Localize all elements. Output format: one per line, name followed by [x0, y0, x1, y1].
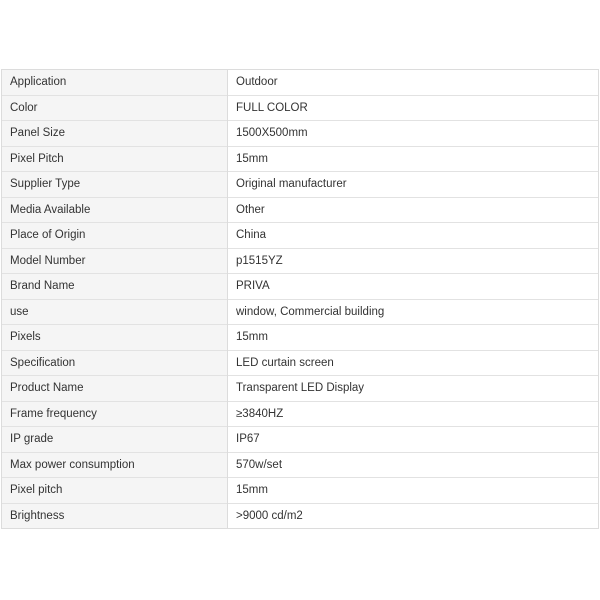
spec-label: Color	[2, 95, 228, 121]
spec-value: 1500X500mm	[228, 121, 599, 147]
spec-value: Outdoor	[228, 70, 599, 96]
table-row	[2, 376, 599, 402]
table-row	[2, 70, 599, 96]
spec-value: window, Commercial building	[228, 299, 599, 325]
spec-value: 15mm	[228, 325, 599, 351]
spec-value: Original manufacturer	[228, 172, 599, 198]
table-row	[2, 427, 599, 453]
spec-label: Product Name	[2, 376, 228, 402]
table-row	[2, 401, 599, 427]
spec-value: 15mm	[228, 146, 599, 172]
spec-label: IP grade	[2, 427, 228, 453]
spec-value: p1515YZ	[228, 248, 599, 274]
spec-label: Supplier Type	[2, 172, 228, 198]
table-row	[2, 299, 599, 325]
specification-table-body	[2, 70, 599, 529]
spec-label: Max power consumption	[2, 452, 228, 478]
table-row	[2, 274, 599, 300]
table-row	[2, 172, 599, 198]
spec-label: Panel Size	[2, 121, 228, 147]
spec-label: Frame frequency	[2, 401, 228, 427]
spec-label: Pixel Pitch	[2, 146, 228, 172]
spec-value: Other	[228, 197, 599, 223]
spec-value: Transparent LED Display	[228, 376, 599, 402]
spec-label: Specification	[2, 350, 228, 376]
table-row	[2, 350, 599, 376]
spec-label: use	[2, 299, 228, 325]
spec-label: Media Available	[2, 197, 228, 223]
spec-label: Pixels	[2, 325, 228, 351]
spec-value: IP67	[228, 427, 599, 453]
spec-value: >9000 cd/m2	[228, 503, 599, 529]
table-row	[2, 121, 599, 147]
table-row	[2, 197, 599, 223]
table-row	[2, 325, 599, 351]
spec-label: Model Number	[2, 248, 228, 274]
table-row	[2, 478, 599, 504]
spec-value: 15mm	[228, 478, 599, 504]
spec-value: 570w/set	[228, 452, 599, 478]
spec-label: Place of Origin	[2, 223, 228, 249]
table-row	[2, 452, 599, 478]
table-row	[2, 223, 599, 249]
spec-label: Pixel pitch	[2, 478, 228, 504]
spec-value: ≥3840HZ	[228, 401, 599, 427]
table-row	[2, 146, 599, 172]
table-row	[2, 503, 599, 529]
spec-label: Brightness	[2, 503, 228, 529]
spec-label: Brand Name	[2, 274, 228, 300]
spec-value: LED curtain screen	[228, 350, 599, 376]
table-row	[2, 95, 599, 121]
spec-value: China	[228, 223, 599, 249]
spec-value: FULL COLOR	[228, 95, 599, 121]
specification-table	[1, 69, 599, 529]
spec-value: PRIVA	[228, 274, 599, 300]
table-row	[2, 248, 599, 274]
spec-label: Application	[2, 70, 228, 96]
